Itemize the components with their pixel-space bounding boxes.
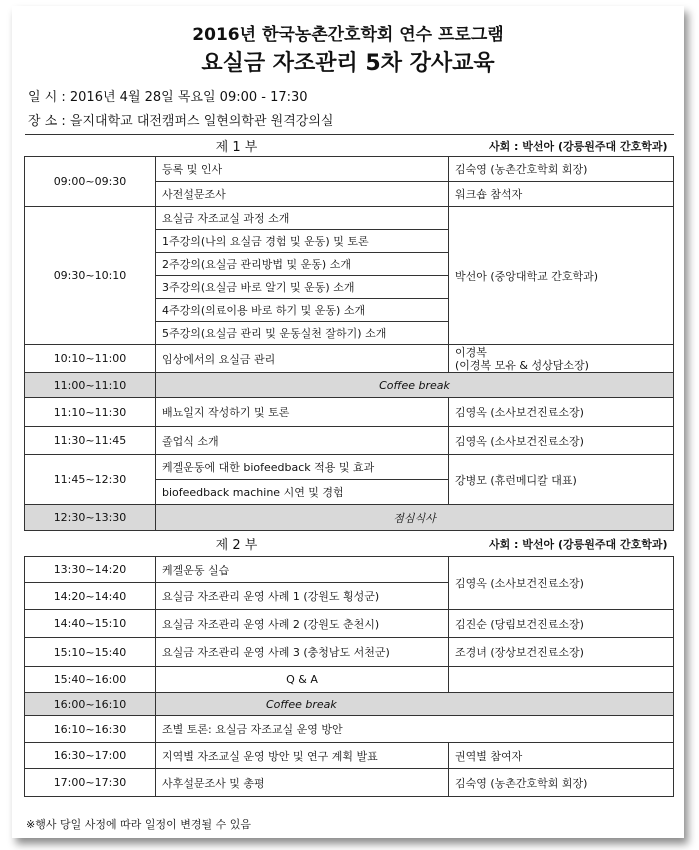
time-cell: 11:30~11:45 xyxy=(25,427,156,455)
program-cell: Q & A xyxy=(156,667,449,693)
program-cell: 5주강의(요실금 관리 및 운동실천 잘하기) 소개 xyxy=(156,322,449,345)
time-cell: 16:00~16:10 xyxy=(25,693,156,716)
speaker-name: 이경복 xyxy=(455,345,487,359)
time-cell: 09:00~09:30 xyxy=(25,157,156,207)
table-row xyxy=(25,455,674,480)
program-cell: 1주강의(나의 요실금 경험 및 운동) 및 토론 xyxy=(156,230,449,253)
program-cell: 지역별 자조교실 운영 방안 및 연구 계획 발표 xyxy=(156,743,449,769)
break-label: Coffee break xyxy=(156,693,674,716)
time-cell: 14:40~15:10 xyxy=(25,610,156,638)
part-2-name: 제 2 부 xyxy=(25,531,449,557)
program-cell: 3주강의(요실금 바로 알기 및 운동) 소개 xyxy=(156,276,449,299)
speaker-affiliation: (이경복 모유 & 성상담소장) xyxy=(455,358,589,372)
program-cell: 사후설문조사 및 총평 xyxy=(156,769,449,797)
table-row xyxy=(25,207,674,230)
time-cell: 15:10~15:40 xyxy=(25,638,156,667)
table-row xyxy=(25,345,674,373)
time-cell: 16:30~17:00 xyxy=(25,743,156,769)
table-row xyxy=(25,769,674,797)
program-cell: 졸업식 소개 xyxy=(156,427,449,455)
table-row xyxy=(25,716,674,743)
program-cell: 2주강의(요실금 관리방법 및 운동) 소개 xyxy=(156,253,449,276)
program-cell: 등록 및 인사 xyxy=(156,157,449,182)
time-cell: 14:20~14:40 xyxy=(25,583,156,610)
program-cell: 임상에서의 요실금 관리 xyxy=(156,345,449,373)
table-row xyxy=(25,157,674,182)
table-row xyxy=(25,398,674,427)
speaker-cell: 김영옥 (소사보건진료소장) xyxy=(449,398,674,427)
table-row xyxy=(25,638,674,667)
program-cell: 케겔운동 실습 xyxy=(156,557,449,583)
part-1-name: 제 1 부 xyxy=(25,135,449,157)
table-row-break xyxy=(25,373,674,398)
table-row xyxy=(25,427,674,455)
title-line-1: 2016년 한국농촌간호학회 연수 프로그램 xyxy=(192,25,504,45)
table-row xyxy=(25,667,674,693)
event-date: 일 시 : 2016년 4월 28일 목요일 09:00 - 17:30 xyxy=(28,90,308,105)
program-cell: 케겔운동에 대한 biofeedback 적용 및 효과 xyxy=(156,455,449,480)
program-cell: 요실금 자조관리 운영 사례 1 (강원도 횡성군) xyxy=(156,583,449,610)
time-cell: 13:30~14:20 xyxy=(25,557,156,583)
program-cell: 배뇨일지 작성하기 및 토론 xyxy=(156,398,449,427)
part-1-host: 사회 : 박선아 (강릉원주대 간호학과) xyxy=(449,135,674,157)
program-cell: 사전설문조사 xyxy=(156,182,449,207)
speaker-cell: 김영옥 (소사보건진료소장) xyxy=(449,557,674,610)
schedule-table xyxy=(24,134,674,797)
speaker-cell: 조경녀 (장상보건진료소장) xyxy=(449,638,674,667)
table-row xyxy=(25,557,674,583)
speaker-cell: 김숙영 (농촌간호학회 회장) xyxy=(449,769,674,797)
program-cell: 요실금 자조교실 과정 소개 xyxy=(156,207,449,230)
time-cell: 12:30~13:30 xyxy=(25,505,156,531)
time-cell: 10:10~11:00 xyxy=(25,345,156,373)
table-row-break xyxy=(25,505,674,531)
speaker-cell: 강병모 (휴런메디칼 대표) xyxy=(449,455,674,505)
speaker-cell: 김영옥 (소사보건진료소장) xyxy=(449,427,674,455)
time-cell: 16:10~16:30 xyxy=(25,716,156,743)
part-1-header xyxy=(25,135,674,157)
speaker-cell xyxy=(449,345,674,373)
part-2-host: 사회 : 박선아 (강릉원주대 간호학과) xyxy=(449,531,674,557)
time-cell: 17:00~17:30 xyxy=(25,769,156,797)
program-cell: biofeedback machine 시연 및 경험 xyxy=(156,480,449,505)
document-page xyxy=(12,6,684,838)
speaker-cell: 김진순 (당림보건진료소장) xyxy=(449,610,674,638)
time-cell: 15:40~16:00 xyxy=(25,667,156,693)
time-cell: 11:00~11:10 xyxy=(25,373,156,398)
program-cell: 요실금 자조관리 운영 사례 3 (충청남도 서천군) xyxy=(156,638,449,667)
title-line-2: 요실금 자조관리 5차 강사교육 xyxy=(201,51,495,76)
table-row xyxy=(25,743,674,769)
speaker-cell: 김숙영 (농촌간호학회 회장) xyxy=(449,157,674,182)
part-2-header xyxy=(25,531,674,557)
break-label: Coffee break xyxy=(156,373,674,398)
event-place: 장 소 : 을지대학교 대전캠퍼스 일현의학관 원격강의실 xyxy=(28,114,334,129)
program-cell: 4주강의(의료이용 바로 하기 및 운동) 소개 xyxy=(156,299,449,322)
speaker-cell xyxy=(449,667,674,693)
speaker-cell: 박선아 (중앙대학교 간호학과) xyxy=(449,207,674,345)
time-cell: 11:10~11:30 xyxy=(25,398,156,427)
program-cell: 조별 토론: 요실금 자조교실 운영 방안 xyxy=(156,716,674,743)
speaker-cell: 권역별 참여자 xyxy=(449,743,674,769)
table-row-break xyxy=(25,693,674,716)
program-cell: 요실금 자조관리 운영 사례 2 (강원도 춘천시) xyxy=(156,610,449,638)
footnote: ※행사 당일 사정에 따라 일정이 변경될 수 있음 xyxy=(26,818,251,831)
time-cell: 09:30~10:10 xyxy=(25,207,156,345)
break-label: 점심식사 xyxy=(156,505,674,531)
time-cell: 11:45~12:30 xyxy=(25,455,156,505)
table-row xyxy=(25,610,674,638)
speaker-cell: 워크숍 참석자 xyxy=(449,182,674,207)
